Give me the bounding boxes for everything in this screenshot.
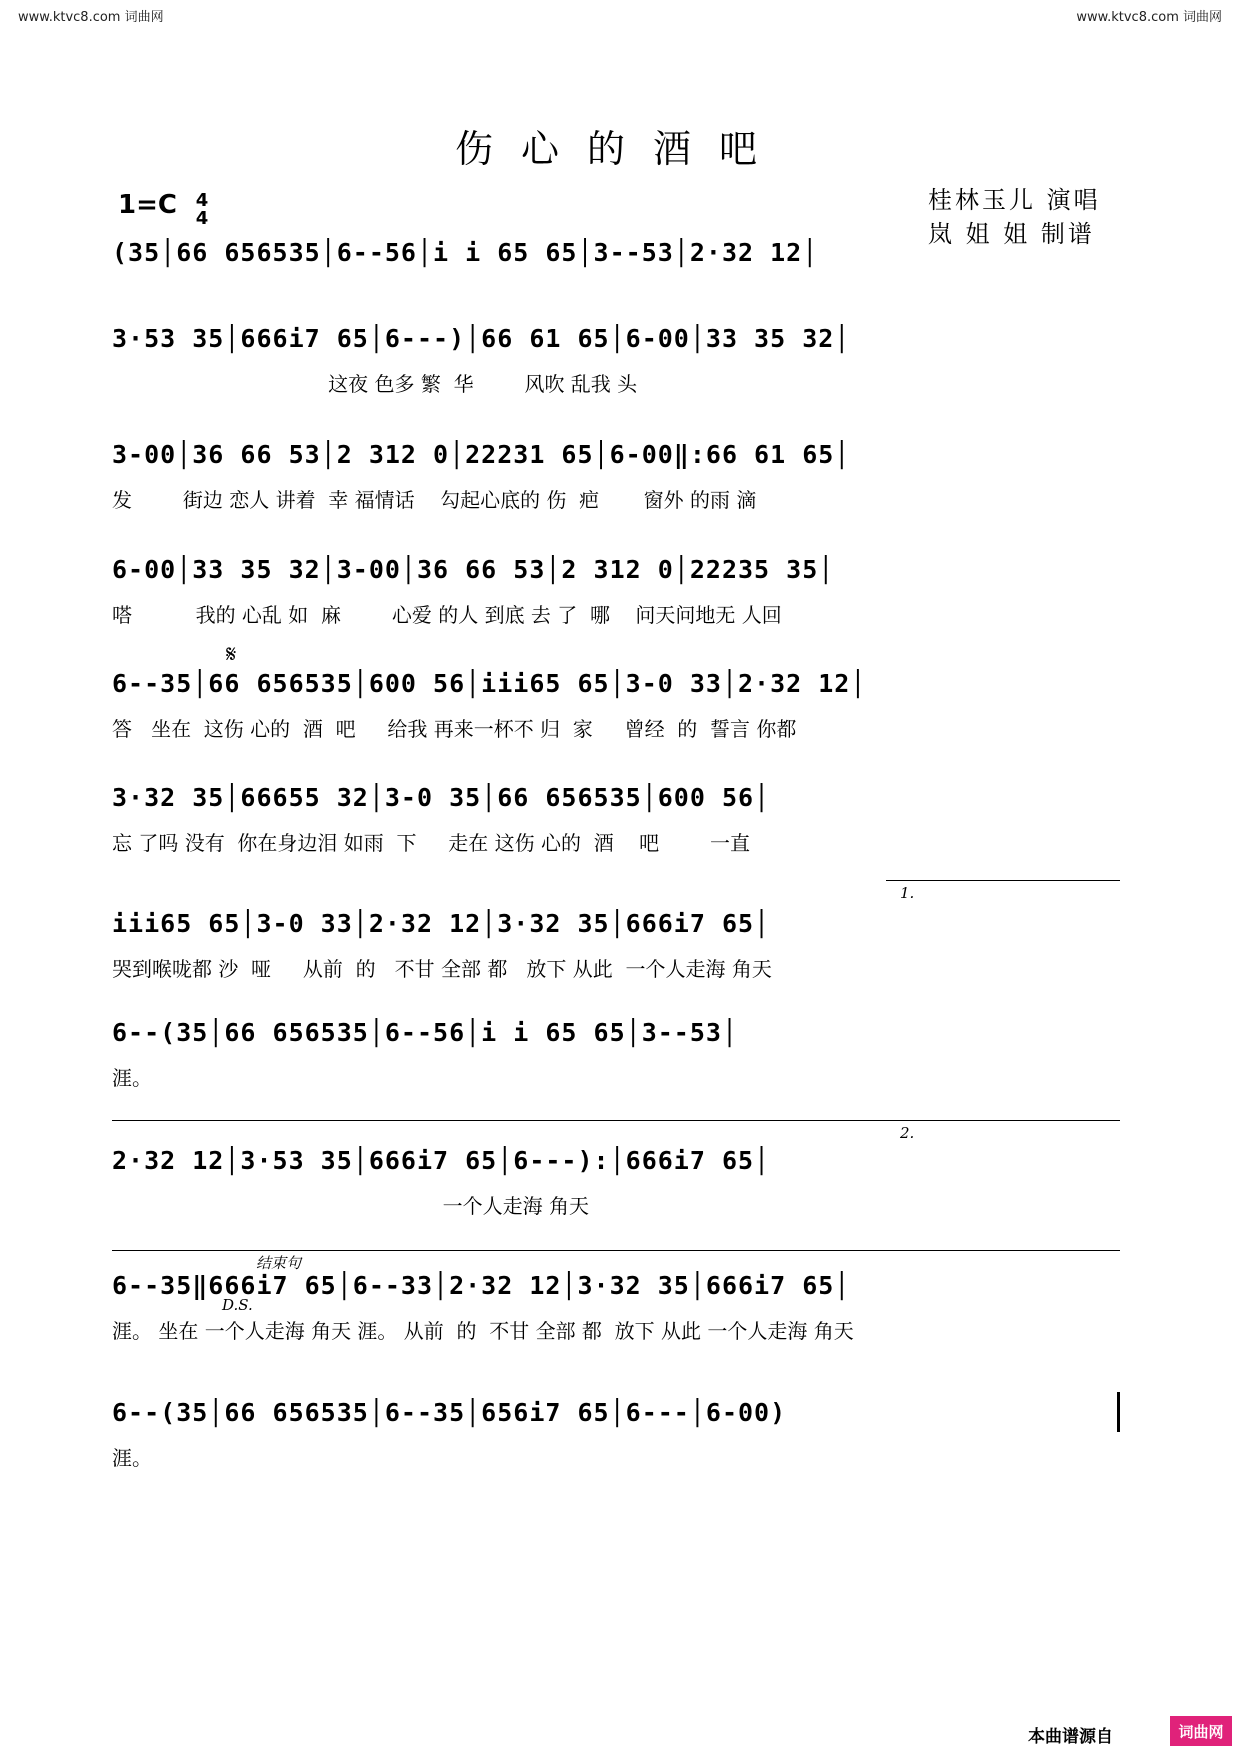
notes-line: 3-00│36 66 53│2 312 0│22231 65│6-00‖:66 61 65│ <box>112 440 851 469</box>
source-text: 本曲谱源自 <box>1028 1727 1113 1747</box>
dal-segno-mark: D.S. <box>222 1296 253 1314</box>
final-barline <box>1117 1392 1120 1432</box>
notes-line: 6-00│33 35 32│3-00│36 66 53│2 312 0│22235 35│ <box>112 555 835 584</box>
song-title: 伤心的酒吧 <box>454 127 785 171</box>
score-system-8 <box>112 1018 1120 1098</box>
score-system-6 <box>112 783 1120 863</box>
volta-1-label: 1. <box>900 884 915 902</box>
time-numerator: 4 <box>195 190 209 211</box>
site-watermark-right: www.ktvc8.com 词曲网 <box>1076 10 1222 25</box>
lyrics-line: 涯。 <box>112 1446 152 1470</box>
score-system-5 <box>112 669 1120 749</box>
site-logo: 词曲网 <box>1170 1716 1232 1746</box>
volta-2-label: 2. <box>900 1124 915 1142</box>
lyrics-line: 发 街边 恋人 讲着 幸 福情话 勾起心底的 伤 疤 窗外 的雨 滴 <box>112 488 757 512</box>
notes-line: 2·32 12│3·53 35│666i7 65│6---):│666i7 65│ <box>112 1146 771 1175</box>
score-system-11 <box>112 1398 1120 1478</box>
time-denominator: 4 <box>195 208 209 229</box>
notes-line: 6--35│66 656535│600 56│iii65 65│3-0 33│2·32 12│ <box>112 669 867 698</box>
notes-line: 3·32 35│66655 32│3-0 35│66 656535│600 56│ <box>112 783 771 812</box>
volta-1-bracket <box>886 880 1120 881</box>
lyrics-line: 涯。 <box>112 1066 152 1090</box>
notes-line: 6--35‖666i7 65│6--33│2·32 12│3·32 35│666i7 65│ <box>112 1271 851 1300</box>
lyrics-line: 涯。 坐在 一个人走海 角天 涯。 从前 的 不甘 全部 都 放下 从此 一个人走海 角天 <box>112 1319 854 1343</box>
ending-bracket <box>112 1250 1120 1251</box>
singer-credit: 桂林玉儿 演唱 <box>928 186 1101 214</box>
notes-line: 3·53 35│666i7 65│6---)│66 61 65│6-00│33 35 32│ <box>112 324 851 353</box>
notes-line: iii65 65│3-0 33│2·32 12│3·32 35│666i7 65│ <box>112 909 771 938</box>
segno-sign: 𝄋 <box>226 640 237 668</box>
score-system-4 <box>112 555 1120 635</box>
arranger-credit: 岚 姐 姐 制谱 <box>928 220 1095 248</box>
score-system-9 <box>112 1146 1120 1226</box>
key-signature: 1=C <box>118 190 177 220</box>
volta-2-bracket <box>112 1120 1120 1121</box>
lyrics-line: 一个人走海 角天 <box>112 1194 589 1218</box>
notes-line: 6--(35│66 656535│6--35│656i7 65│6---│6-00) <box>112 1398 787 1427</box>
time-signature <box>192 192 212 228</box>
lyrics-line: 嗒 我的 心乱 如 麻 心爱 的人 到底 去 了 哪 问天问地无 人回 <box>112 603 782 627</box>
score-system-1 <box>112 238 1120 318</box>
notes-line: (35│66 656535│6--56│i i 65 65│3--53│2·32 12│ <box>112 238 819 267</box>
lyrics-line: 这夜 色多 繁 华 风吹 乱我 头 <box>112 372 638 396</box>
score-system-10 <box>112 1271 1120 1351</box>
lyrics-line: 忘 了吗 没有 你在身边泪 如雨 下 走在 这伤 心的 酒 吧 一直 <box>112 831 751 855</box>
score-system-2 <box>112 324 1120 404</box>
lyrics-line: 答 坐在 这伤 心的 酒 吧 给我 再来一杯不 归 家 曾经 的 誓言 你都 <box>112 717 797 741</box>
score-system-7 <box>112 909 1120 989</box>
lyrics-line: 哭到喉咙都 沙 哑 从前 的 不甘 全部 都 放下 从此 一个人走海 角天 <box>112 957 772 981</box>
ending-label: 结束句 <box>256 1254 302 1272</box>
lyrics-line <box>112 282 1120 310</box>
site-watermark-left: www.ktvc8.com 词曲网 <box>18 10 164 25</box>
score-system-3 <box>112 440 1120 520</box>
notes-line: 6--(35│66 656535│6--56│i i 65 65│3--53│ <box>112 1018 738 1047</box>
